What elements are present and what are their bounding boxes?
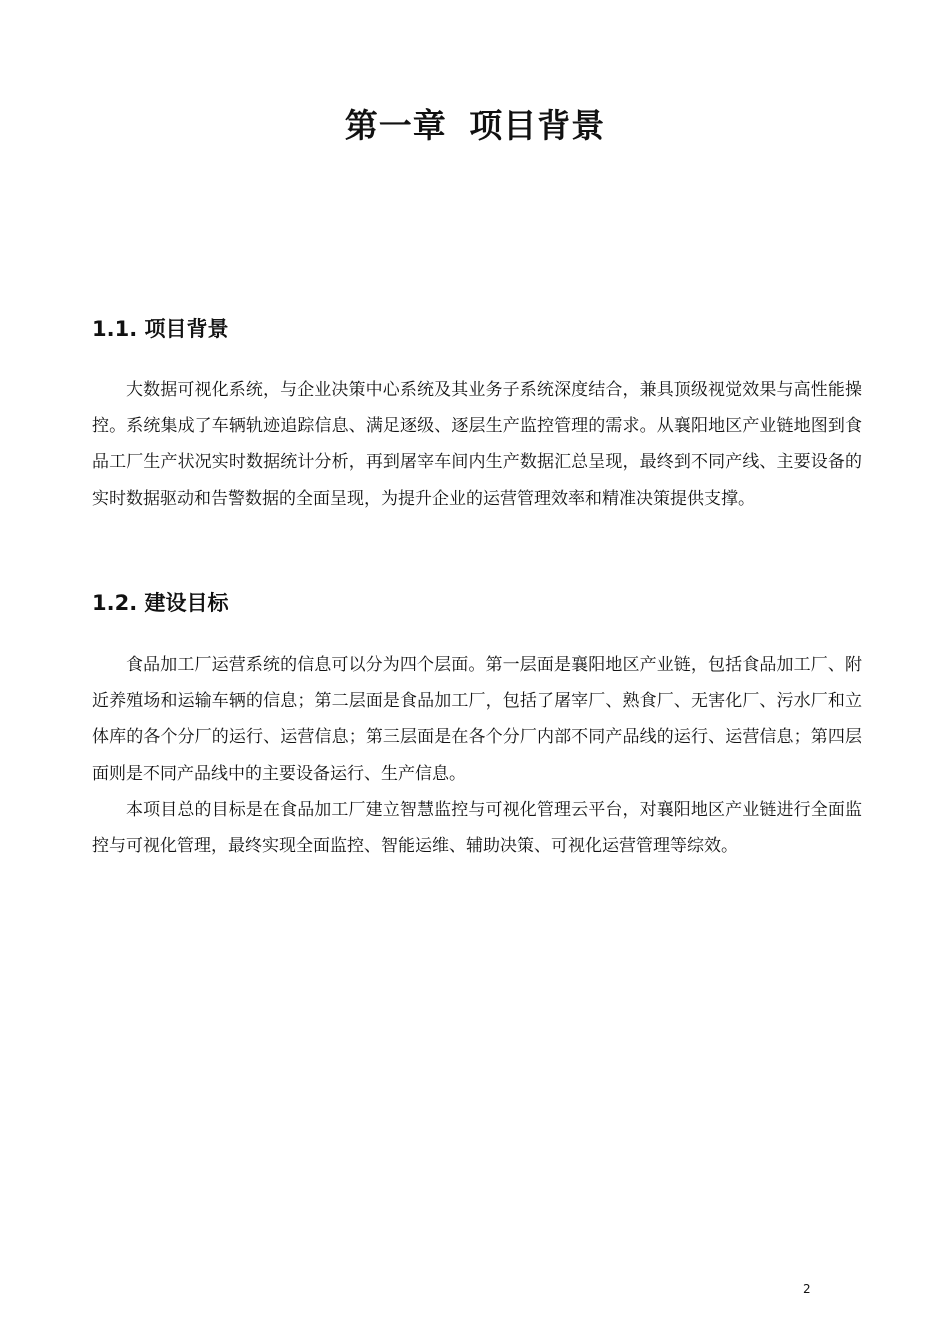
page-number: 2 (803, 1282, 811, 1296)
section-heading-project-background: 1.1. 项目背景 (92, 317, 229, 341)
section-heading-construction-goals: 1.2. 建设目标 (92, 591, 229, 615)
paragraph-project-background: 大数据可视化系统，与企业决策中心系统及其业务子系统深度结合，兼具顶级视觉效果与高性能操控。系统集成了车辆轨迹追踪信息、满足逐级、逐层生产监控管理的需求。从襄阳地区产业链地图到食品工厂生产状况实时数据统计分析，再到屠宰车间内生产数据汇总呈现，最终到不同产线、主要设备的实时数据驱动和告警数据的全面呈现，为提升企业的运营管理效率和精准决策提供支撑。 (92, 380, 862, 509)
chapter-title: 第一章 项目背景 (344, 106, 606, 145)
paragraph-information-layers: 食品加工厂运营系统的信息可以分为四个层面。第一层面是襄阳地区产业链，包括食品加工厂、附近养殖场和运输车辆的信息；第二层面是食品加工厂，包括了屠宰厂、熟食厂、无害化厂、污水厂和立体库的各个分厂的运行、运营信息；第三层面是在各个分厂内部不同产品线的运行、运营信息；第四层面则是不同产品线中的主要设备运行、生产信息。 (92, 655, 862, 784)
paragraph-overall-goal: 本项目总的目标是在食品加工厂建立智慧监控与可视化管理云平台，对襄阳地区产业链进行全面监控与可视化管理，最终实现全面监控、智能运维、辅助决策、可视化运营管理等综效。 (92, 800, 862, 857)
